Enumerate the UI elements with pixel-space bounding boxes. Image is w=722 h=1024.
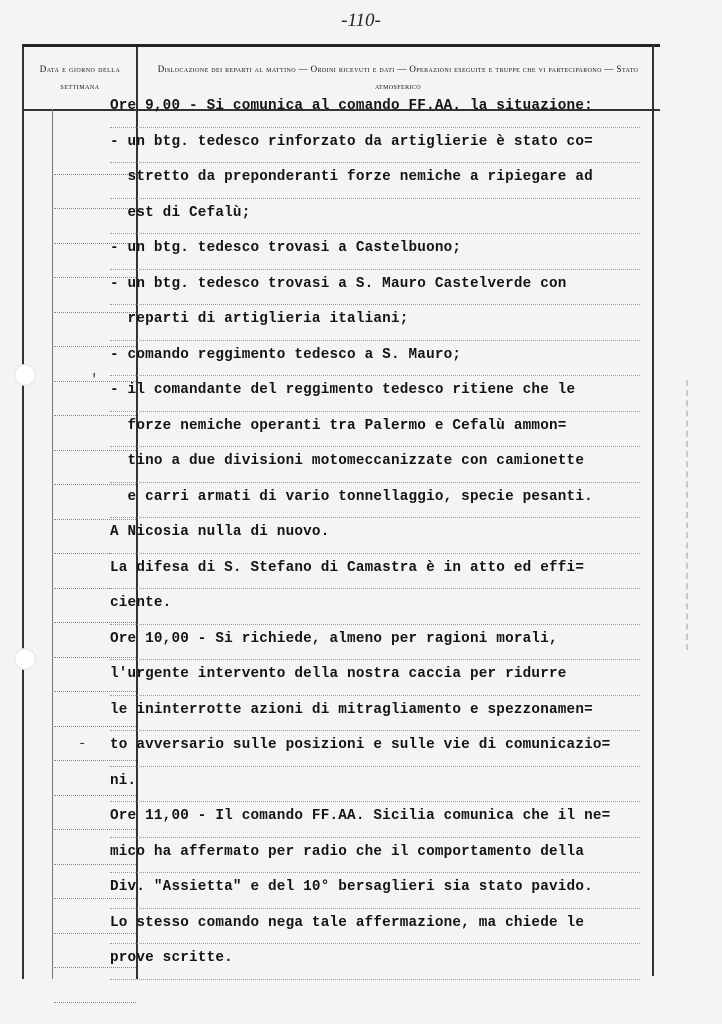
entry-line: prove scritte. xyxy=(110,944,640,980)
entry-line: est di Cefalù; xyxy=(110,199,640,235)
date-column-rule xyxy=(54,1002,136,1003)
entry-line: - un btg. tedesco rinforzato da artiglierie è stato co= xyxy=(110,128,640,164)
punch-hole xyxy=(14,648,36,670)
entry-line: - comando reggimento tedesco a S. Mauro; xyxy=(110,341,640,377)
margin-tick: - xyxy=(78,736,87,752)
entry-line: mico ha affermato per radio che il comportamento della xyxy=(110,838,640,874)
right-border xyxy=(652,44,654,976)
entry-line: - un btg. tedesco trovasi a Castelbuono; xyxy=(110,234,640,270)
entry-line: La difesa di S. Stefano di Camastra è in atto ed effi= xyxy=(110,554,640,590)
entry-line: stretto da preponderanti forze nemiche a ripiegare ad xyxy=(110,163,640,199)
punch-hole xyxy=(14,364,36,386)
entry-line: Ore 10,00 - Si richiede, almeno per ragioni morali, xyxy=(110,625,640,661)
journal-entries xyxy=(110,92,640,980)
entry-line: reparti di artiglieria italiani; xyxy=(110,305,640,341)
entry-line: Lo stesso comando nega tale affermazione, ma chiede le xyxy=(110,909,640,945)
page-edge-mark xyxy=(686,380,698,650)
margin-tick: ' xyxy=(90,372,99,388)
page-number: -110- xyxy=(341,10,381,31)
entry-line: - un btg. tedesco trovasi a S. Mauro Castelverde con xyxy=(110,270,640,306)
entry-line: - il comandante del reggimento tedesco ritiene che le xyxy=(110,376,640,412)
entry-line: Div. "Assietta" e del 10° bersaglieri sia stato pavido. xyxy=(110,873,640,909)
entry-line: Ore 11,00 - Il comando FF.AA. Sicilia comunica che il ne= xyxy=(110,802,640,838)
entry-line: forze nemiche operanti tra Palermo e Cefalù ammon= xyxy=(110,412,640,448)
entry-line: A Nicosia nulla di nuovo. xyxy=(110,518,640,554)
entry-line: le ininterrotte azioni di mitragliamento e spezzonamen= xyxy=(110,696,640,732)
date-column-header: Data e giorno della settimana xyxy=(39,64,121,91)
entry-line: l'urgente intervento della nostra caccia per ridurre xyxy=(110,660,640,696)
entry-line: e carri armati di vario tonnellaggio, specie pesanti. xyxy=(110,483,640,519)
entry-line: Ore 9,00 - Si comunica al comando FF.AA. la situazione: xyxy=(110,92,640,128)
description-column-header: Dislocazione dei reparti al mattino — Ordini ricevuti e dati — Operazioni eseguite e truppe che vi parteciparono — Stato atmosferico xyxy=(157,64,639,91)
entry-line: ni. xyxy=(110,767,640,803)
entry-line: ciente. xyxy=(110,589,640,625)
entry-line: tino a due divisioni motomeccanizzate con camionette xyxy=(110,447,640,483)
entry-line: to avversario sulle posizioni e sulle vie di comunicazio= xyxy=(110,731,640,767)
